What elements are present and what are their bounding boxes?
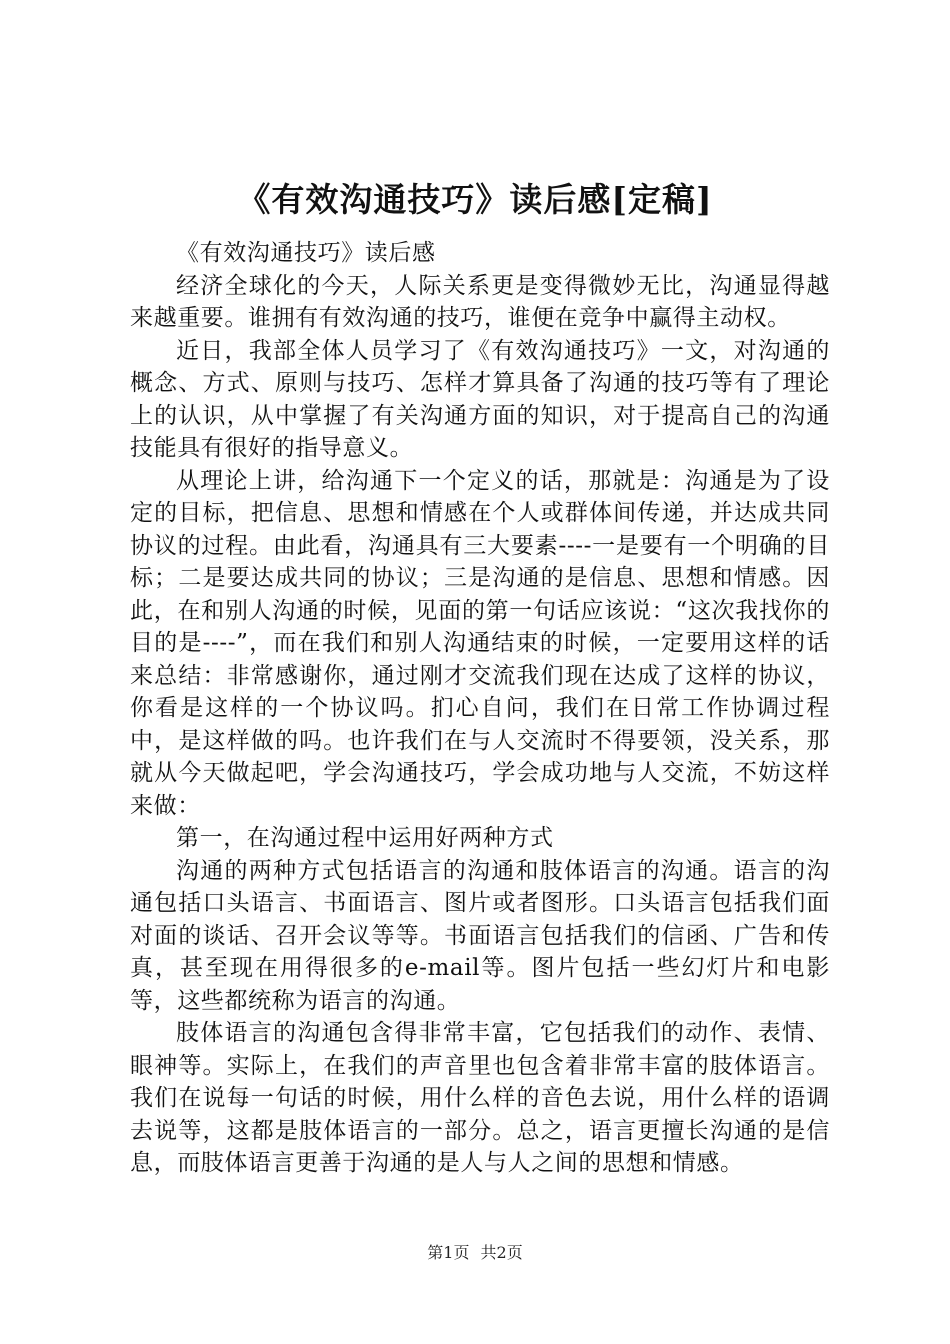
page-footer xyxy=(0,1243,950,1263)
page-number: 第1页 xyxy=(427,1243,470,1262)
paragraph: 从理论上讲，给沟通下一个定义的话，那就是：沟通是为了设定的目标，把信息、思想和情感在个人或群体间传递，并达成共同协议的过程。由此看，沟通具有三大要素----一是要有一个明确的目标；二是要达成共同的协议；三是沟通的是信息、思想和情感。因此，在和别人沟通的时候，见面的第一句话应该说：“这次我找你的目的是----”，而在我们和别人沟通结束的时候，一定要用这样的话来总结：非常感谢你，通过刚才交流我们现在达成了这样的协议，你看是这样的一个协议吗。扪心自问，我们在日常工作协调过程中，是这样做的吗。也许我们在与人交流时不得要领，没关系，那就从今天做起吧，学会沟通技巧，学会成功地与人交流，不妨这样来做： xyxy=(130,467,830,819)
paragraph: 经济全球化的今天，人际关系更是变得微妙无比，沟通显得越来越重要。谁拥有有效沟通的技巧，谁便在竞争中赢得主动权。 xyxy=(130,272,830,331)
document-title: 《有效沟通技巧》读后感[定稿] xyxy=(237,180,713,219)
paragraph: 肢体语言的沟通包含得非常丰富，它包括我们的动作、表情、眼神等。实际上，在我们的声音里也包含着非常丰富的肢体语言。我们在说每一句话的时候，用什么样的音色去说，用什么样的语调去说等，这都是肢体语言的一部分。总之，语言更擅长沟通的是信息，而肢体语言更善于沟通的是人与人之间的思想和情感。 xyxy=(130,1020,830,1176)
paragraph: 沟通的两种方式包括语言的沟通和肢体语言的沟通。语言的沟通包括口头语言、书面语言、图片或者图形。口头语言包括我们面对面的谈话、召开会议等等。书面语言包括我们的信函、广告和传真，甚至现在用得很多的e-mail等。图片包括一些幻灯片和电影等，这些都统称为语言的沟通。 xyxy=(130,857,830,1014)
document-body xyxy=(130,237,830,1180)
paragraph-subtitle: 《有效沟通技巧》读后感 xyxy=(176,240,436,266)
paragraph: 近日，我部全体人员学习了《有效沟通技巧》一文，对沟通的概念、方式、原则与技巧、怎样才算具备了沟通的技巧等有了理论上的认识，从中掌握了有关沟通方面的知识，对于提高自己的沟通技能具有很好的指导意义。 xyxy=(130,337,830,461)
page-total: 共2页 xyxy=(480,1243,523,1262)
section-heading: 第一，在沟通过程中运用好两种方式 xyxy=(176,825,554,851)
